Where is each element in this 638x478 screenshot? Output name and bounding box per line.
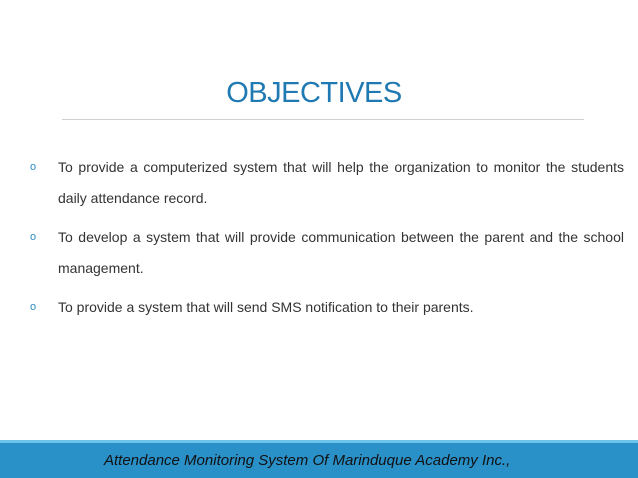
objective-text: To provide a system that will send SMS notification to their parents. [58,299,474,315]
circle-bullet-icon: o [30,301,37,313]
list-item [30,222,624,284]
list-item [30,292,624,323]
objective-text: To provide a computerized system that will help the organization to monitor the students daily attendance record. [58,159,624,206]
list-item [30,152,624,214]
circle-bullet-icon: o [30,161,37,173]
circle-bullet-icon: o [30,231,37,243]
objective-text: To develop a system that will provide communication between the parent and the school management. [58,229,624,276]
footer-text: Attendance Monitoring System Of Marinduque Academy Inc., [104,452,511,469]
objectives-list [30,152,624,331]
title-divider [62,119,584,120]
slide-title: OBJECTIVES [226,77,402,109]
